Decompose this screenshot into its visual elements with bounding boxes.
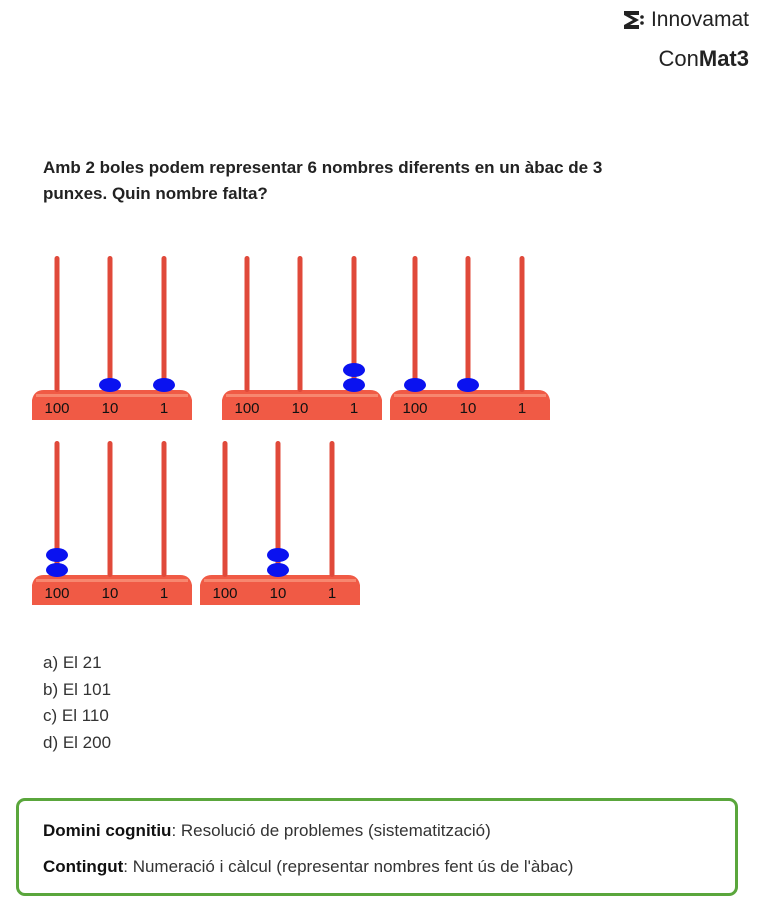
abacus-bead (267, 563, 289, 577)
content-line (43, 857, 735, 877)
abacus-label-1: 1 (327, 585, 337, 602)
abacus-label-1: 1 (517, 400, 527, 417)
abacus-rod-10 (298, 256, 303, 392)
abacus-bead (343, 378, 365, 392)
abacus-rod-10 (108, 441, 113, 577)
abacus-base-highlight (394, 394, 546, 397)
abacus-rod-100 (55, 256, 60, 392)
abacus-base-highlight (36, 394, 188, 397)
abacus-rod-1 (330, 441, 335, 577)
abacus-rod-100 (245, 256, 250, 392)
abacus-label-10: 10 (269, 585, 287, 602)
abacus-label-100: 100 (234, 400, 260, 417)
abacus-label-1: 1 (349, 400, 359, 417)
option-d[interactable]: d) El 200 (43, 732, 112, 752)
brand-subtitle (621, 46, 749, 72)
abacus-drawing (390, 254, 550, 424)
option-c[interactable]: c) El 110 (43, 706, 109, 725)
domain-value: : Resolució de problemes (sistematització) (171, 821, 491, 840)
abacus-label-10: 10 (459, 400, 477, 417)
abacus-bead (404, 378, 426, 392)
abacus-5 (200, 439, 360, 609)
abacus-4 (32, 439, 192, 609)
abacus-rod-100 (223, 441, 228, 577)
abacus-label-10: 10 (291, 400, 309, 417)
abacus-label-1: 1 (159, 585, 169, 602)
brand-name: Innovamat (650, 8, 749, 31)
domain-label: Domini cognitiu (43, 821, 172, 840)
abacus-label-100: 100 (44, 585, 70, 602)
abacus-label-1: 1 (159, 400, 169, 417)
question-text: Amb 2 boles podem representar 6 nombres diferents en un àbac de 3 punxes. Quin nombre falta? (43, 158, 603, 203)
innovamat-logo-icon (621, 8, 645, 32)
abacus-bead (267, 548, 289, 562)
abacus-label-10: 10 (101, 400, 119, 417)
abacus-rod-1 (162, 256, 167, 392)
abacus-base-highlight (36, 579, 188, 582)
abacus-bead (99, 378, 121, 392)
abacus-label-10: 10 (101, 585, 119, 602)
abacus-rod-10 (466, 256, 471, 392)
brand (621, 8, 749, 72)
abacus-drawing (32, 254, 192, 424)
abacus-label-100: 100 (212, 585, 238, 602)
abacus-rod-100 (413, 256, 418, 392)
abacus-label-100: 100 (44, 400, 70, 417)
answer-options (43, 650, 111, 756)
option-b[interactable]: b) El 101 (43, 679, 112, 699)
abacus-1 (32, 254, 192, 424)
abacus-bead (153, 378, 175, 392)
abacus-2 (222, 254, 382, 424)
content-label: Contingut (43, 857, 124, 876)
abacus-base-highlight (226, 394, 378, 397)
abacus-drawing (222, 254, 382, 424)
info-box (16, 798, 738, 896)
abacus-bead (46, 548, 68, 562)
abacus-label-100: 100 (402, 400, 428, 417)
abacus-drawing (200, 439, 360, 609)
abacus-rod-1 (162, 441, 167, 577)
abacus-base-highlight (204, 579, 356, 582)
abacus-drawing (32, 439, 192, 609)
abacus-bead (46, 563, 68, 577)
brand-sub-bold: Mat3 (698, 46, 749, 71)
brand-sub-prefix: Con (658, 46, 699, 71)
abacus-rod-10 (108, 256, 113, 392)
content-value: : Numeració i càlcul (representar nombres fent ús de l'àbac) (123, 857, 574, 876)
abacus-bead (343, 363, 365, 377)
abacus-3 (390, 254, 550, 424)
abacus-rod-1 (520, 256, 525, 392)
option-a[interactable]: a) El 21 (43, 653, 102, 672)
abacus-bead (457, 378, 479, 392)
domain-line (43, 821, 735, 841)
brand-row (621, 8, 749, 32)
